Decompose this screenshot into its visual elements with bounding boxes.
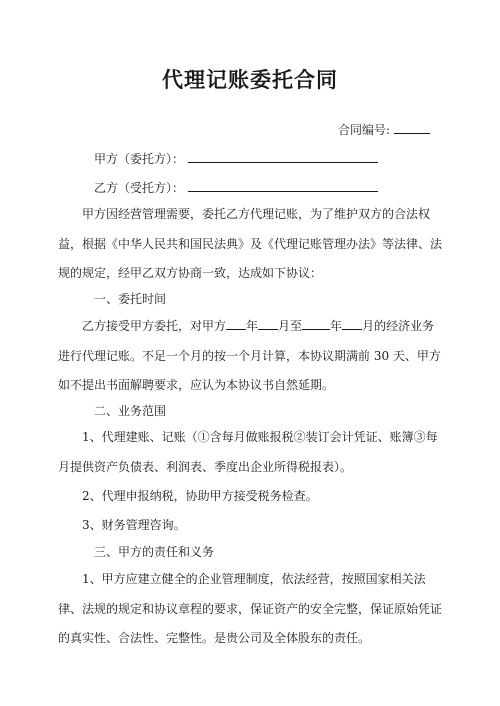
- document-title: 代理记账委托合同: [162, 68, 338, 92]
- year-label-2: 年: [330, 319, 343, 333]
- section-2-item-3: 3、财务管理咨询。: [82, 518, 186, 532]
- month-to-label: 月至: [278, 319, 303, 333]
- section-1-text-prefix: 乙方接受甲方委托，对甲方: [82, 319, 227, 333]
- section-3-heading: 三、甲方的责任和义务: [94, 545, 215, 559]
- section-2-item-2: 2、代理申报纳税，协助甲方接受税务检查。: [82, 489, 318, 503]
- year-label: 年: [246, 319, 259, 333]
- contract-number-field[interactable]: [394, 121, 430, 134]
- section-1-text-rest: 理记账。不足一个月的按一个月计算，本协议期满前 30 天、甲方如不提出书面解聘要求，应认为本协议书自然延期。: [58, 348, 441, 392]
- party-a-label: 甲方（委托方）：: [94, 152, 185, 166]
- party-a-line: [94, 150, 378, 167]
- party-b-field[interactable]: [188, 179, 378, 192]
- section-1-paragraph: [58, 312, 443, 401]
- start-month-blank[interactable]: [258, 317, 278, 330]
- section-2-item-1: 1、代理建账、记账（①含每月做账报税②装订会计凭证、账簿③每月提供资产负债表、利润表、季度出企业所得税报表）。: [58, 430, 438, 474]
- party-a-field[interactable]: [188, 150, 378, 163]
- contract-number-line: [338, 121, 430, 138]
- section-1-heading: 一、委托时间: [94, 292, 167, 306]
- party-b-line: [94, 179, 378, 196]
- contract-number-label: 合同编号:: [338, 123, 391, 137]
- section-2-heading: 二、业务范围: [94, 404, 167, 418]
- party-b-label: 乙方（受托方）：: [94, 181, 185, 195]
- end-month-blank[interactable]: [342, 317, 362, 330]
- intro-paragraph: 甲方因经营管理需要，委托乙方代理记账，为了维护双方的合法权益，根据《中华人民共和国民法典》及《代理记账管理办法》等法律、法规的规定，经甲乙双方协商一致，达成如下协议：: [58, 207, 443, 280]
- section-3-item-1: 1、甲方应建立健全的企业管理制度，依法经营，按照国家相关法律、法规的规定和协议章程的要求，保证资产的安全完整，保证原始凭证的真实性、合法性、完整性。是贵公司及全体股东的责任。: [58, 572, 443, 645]
- section-1-text-suffix: 月的经济业务进行代: [58, 319, 435, 363]
- end-year-blank[interactable]: [302, 317, 330, 330]
- start-year-blank[interactable]: [226, 317, 246, 330]
